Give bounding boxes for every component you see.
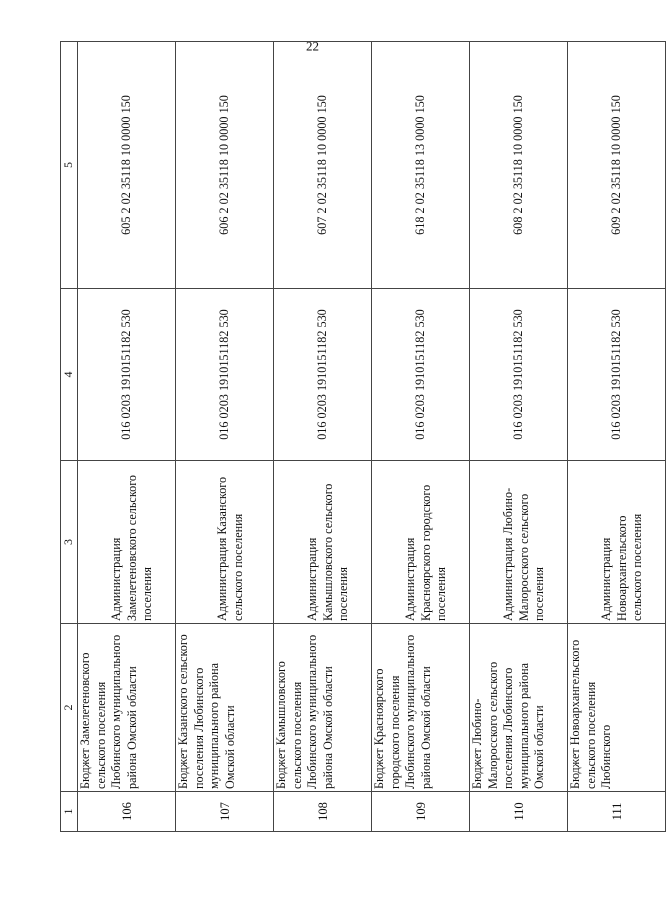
rotated-table-area (60, 38, 645, 832)
classification-code: 016 0203 1910151182 530 (274, 289, 372, 461)
budget-name: Бюджет Любино-Малоросского сельского поселения Любинского муниципального района Омской области (470, 624, 568, 792)
classification-code: 016 0203 1910151182 530 (176, 289, 274, 461)
budget-name: Бюджет Казанского сельского поселения Любинского муниципального района Омской области (176, 624, 274, 792)
row-number: 106 (78, 792, 176, 832)
table-row (568, 42, 666, 832)
header-cell: 4 (61, 289, 78, 461)
classification-code: 016 0203 1910151182 530 (568, 289, 666, 461)
income-code: 605 2 02 35118 10 0000 150 (78, 42, 176, 289)
classification-code: 016 0203 1910151182 530 (78, 289, 176, 461)
header-cell: 1 (61, 792, 78, 832)
row-number: 108 (274, 792, 372, 832)
income-code: 608 2 02 35118 10 0000 150 (470, 42, 568, 289)
row-number: 110 (470, 792, 568, 832)
income-code: 609 2 02 35118 10 0000 150 (568, 42, 666, 289)
budget-table (60, 41, 666, 832)
page-number: 22 (306, 38, 319, 53)
income-code: 618 2 02 35118 13 0000 150 (372, 42, 470, 289)
income-code: 606 2 02 35118 10 0000 150 (176, 42, 274, 289)
table-row (372, 42, 470, 832)
administrator: Администрация Камышловского сельского поселения (274, 461, 372, 624)
administrator: Администрация Новоархангельского сельского поселения (568, 461, 666, 624)
table-row (470, 42, 568, 832)
header-cell: 2 (61, 624, 78, 792)
budget-name: Бюджет Камышловского сельского поселения Любинского муниципального района Омской области (274, 624, 372, 792)
administrator: Администрация Красноярского городского поселения (372, 461, 470, 624)
budget-name: Бюджет Красноярского городского поселения Любинского муниципального района Омской области (372, 624, 470, 792)
row-number: 107 (176, 792, 274, 832)
row-number: 111 (568, 792, 666, 832)
classification-code: 016 0203 1910151182 530 (372, 289, 470, 461)
classification-code: 016 0203 1910151182 530 (470, 289, 568, 461)
budget-name: Бюджет Новоархангельского сельского поселения Любинского (568, 624, 666, 792)
administrator: Администрация Казанского сельского поселения (176, 461, 274, 624)
administrator: Администрация Любино-Малоросского сельского поселения (470, 461, 568, 624)
table-row (176, 42, 274, 832)
header-cell: 5 (61, 42, 78, 289)
table-row (78, 42, 176, 832)
header-cell: 3 (61, 461, 78, 624)
table-row (274, 42, 372, 832)
row-number: 109 (372, 792, 470, 832)
income-code: 607 2 02 35118 10 0000 150 (274, 42, 372, 289)
administrator: Администрация Замелетеновского сельского поселения (78, 461, 176, 624)
budget-name: Бюджет Замелетеновского сельского поселения Любинского муниципального района Омской области (78, 624, 176, 792)
table-header-row (61, 42, 78, 832)
